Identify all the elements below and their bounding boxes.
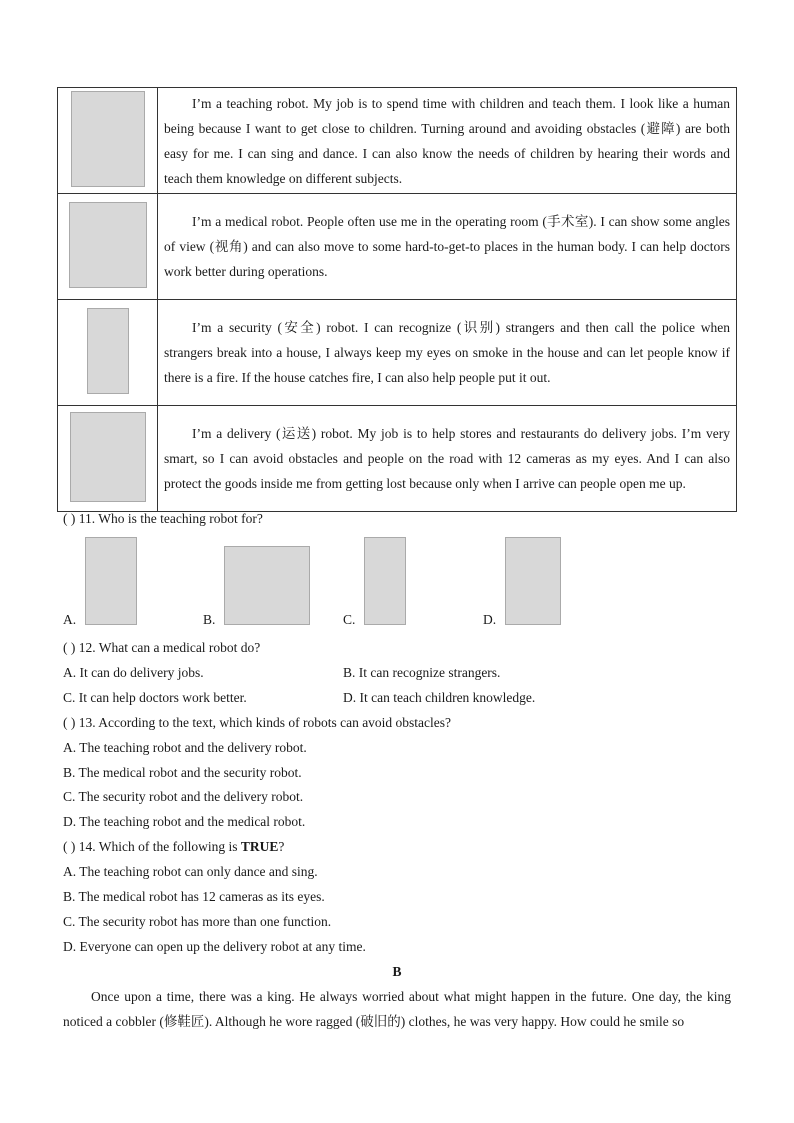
image-cell bbox=[58, 194, 158, 300]
option-b: B. The medical robot has 12 cameras as its eyes. bbox=[63, 889, 325, 904]
question-11: ( ) 11. Who is the teaching robot for? bbox=[63, 511, 263, 526]
robot-row bbox=[58, 300, 737, 406]
medical-robot-image bbox=[69, 202, 147, 288]
option-a: A. The teaching robot can only dance and sing. bbox=[63, 864, 318, 879]
option-b: B. It can recognize strangers. bbox=[343, 665, 501, 680]
emphasis: TRUE bbox=[240, 839, 279, 854]
robot-description: I’m a medical robot. People often use me in the operating room (手术室). I can show some angles of view (视角) and can also move to some hard-to-get-to places in the human body. I can help doctors work better during operations. bbox=[164, 214, 730, 279]
option-c: C. The security robot and the delivery robot. bbox=[63, 789, 304, 804]
option-a: A. It can do delivery jobs. bbox=[63, 665, 204, 680]
option-label: C. bbox=[343, 612, 356, 627]
option-label: A. bbox=[63, 612, 77, 627]
passage-b bbox=[63, 984, 731, 1034]
question-14 bbox=[63, 839, 284, 855]
text-cell bbox=[158, 406, 737, 512]
option-d: D. The teaching robot and the medical robot. bbox=[63, 814, 306, 829]
robot-table bbox=[57, 87, 737, 512]
text-cell bbox=[158, 88, 737, 194]
delivery-robot-image bbox=[70, 412, 146, 502]
section-title: B bbox=[392, 964, 402, 979]
option-b: B. The medical robot and the security robot. bbox=[63, 765, 302, 780]
robot-description: I’m a security (安全) robot. I can recognize (识别) strangers and then call the police when strangers break into a house, I always keep my eyes on smoke in the house and can let people know if there is a fire. If the house catches fire, I can also help people put it out. bbox=[164, 320, 730, 385]
security-robot-image bbox=[87, 308, 129, 394]
teaching-robot-image bbox=[71, 91, 145, 187]
image-cell bbox=[58, 406, 158, 512]
question-mark: ? bbox=[278, 839, 285, 854]
doctor-image bbox=[85, 537, 137, 625]
teacher-image bbox=[505, 537, 561, 625]
passage-text: Once upon a time, there was a king. He always worried about what might happen in the future. One day, the king noticed a cobbler (修鞋匠). Although he wore ragged (破旧的) clothes, he was very happy. How could he smile so bbox=[63, 989, 731, 1029]
text-cell bbox=[158, 194, 737, 300]
robot-description: I’m a teaching robot. My job is to spend time with children and teach them. I look like a human being because I want to get close to children. Turning around and avoiding obstacles (避障) are both easy for me. I can sing and dance. I can also know the needs of children by hearing their words and teach them knowledge on different subjects. bbox=[164, 95, 730, 186]
option-d: D. Everyone can open up the delivery robot at any time. bbox=[63, 939, 366, 954]
option-a: A. The teaching robot and the delivery robot. bbox=[63, 740, 307, 755]
robot-row bbox=[58, 88, 737, 194]
image-cell bbox=[58, 88, 158, 194]
child-image bbox=[224, 546, 310, 625]
question-13: ( ) 13. According to the text, which kinds of robots can avoid obstacles? bbox=[63, 715, 452, 730]
image-cell bbox=[58, 300, 158, 406]
option-c: C. The security robot has more than one function. bbox=[63, 914, 332, 929]
option-label: D. bbox=[483, 612, 497, 627]
robot-row bbox=[58, 194, 737, 300]
robot-row bbox=[58, 406, 737, 512]
question-stem: ( ) 14. Which of the following is bbox=[63, 839, 241, 854]
robot-description: I’m a delivery (运送) robot. My job is to help stores and restaurants do delivery jobs. I’m very smart, so I can avoid obstacles and people on the road with 12 cameras as my eyes. And I can also protect the goods inside me from getting lost because only when I arrive can people open me up. bbox=[164, 426, 730, 491]
police-image bbox=[364, 537, 406, 625]
option-label: B. bbox=[203, 612, 216, 627]
question-12: ( ) 12. What can a medical robot do? bbox=[63, 640, 261, 655]
text-cell bbox=[158, 300, 737, 406]
option-c: C. It can help doctors work better. bbox=[63, 690, 247, 705]
option-d: D. It can teach children knowledge. bbox=[343, 690, 536, 705]
